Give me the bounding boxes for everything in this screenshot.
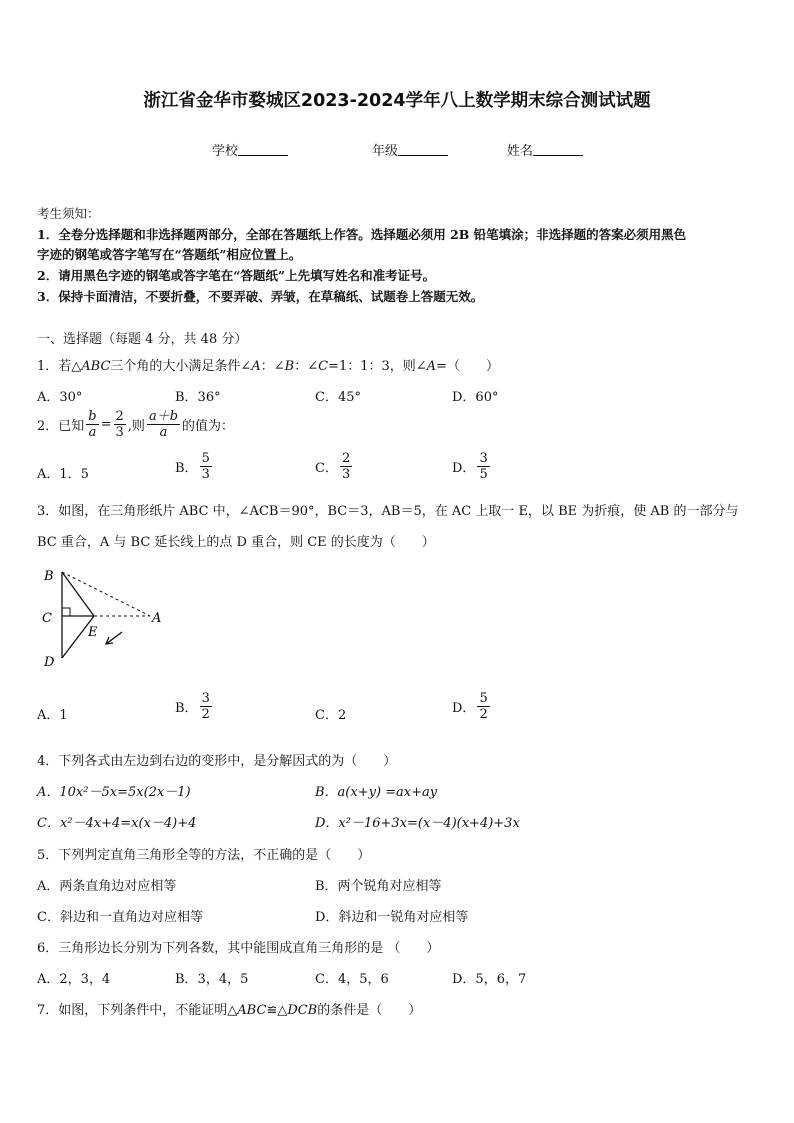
q6-option-c[interactable]: C．4，5，6 [315, 972, 389, 987]
page-title: 浙江省金华市婺城区2023-2024学年八上数学期末综合测试试题 [143, 91, 651, 111]
q4-option-d[interactable]: D．x²－16+3x=(x－4)(x+4)+3x [315, 816, 520, 831]
school-label: 学校 [212, 144, 239, 159]
q6-option-d[interactable]: D．5，6，7 [452, 972, 527, 987]
q2-option-c[interactable]: C． $\frac{2}{3}$ [315, 451, 351, 482]
name-label: 姓名 [507, 144, 534, 159]
be-segment [62, 572, 94, 616]
section-heading: 一、选择题（每题 4 分，共 48 分） [37, 332, 248, 347]
q2-option-b[interactable]: B． $\frac{5}{3}$ [175, 451, 210, 482]
q1-option-c[interactable]: C．45° [315, 390, 361, 405]
question-3-line-2: BC 重合，A 与 BC 延长线上的点 D 重合，则 CE 的长度为（ ） [37, 535, 435, 550]
label-d: D [44, 655, 55, 670]
q3-option-b[interactable]: B． $\frac{3}{2}$ [175, 691, 210, 722]
label-a: A [152, 611, 162, 626]
q5-option-c[interactable]: C．斜边和一直角边对应相等 [37, 910, 203, 925]
q4-option-b[interactable]: B．a(x+y) =ax+ay [315, 785, 438, 800]
question-7-stem: 7．如图，下列条件中，不能证明△ABC≌△DCB的条件是（ ） [37, 1003, 422, 1018]
notice-item-2: 2．请用黑色字迹的钢笔或答字笔在“答题纸”上先填写姓名和准考证号。 [37, 268, 436, 283]
label-b: B [44, 569, 54, 584]
notice-item-1-line-2: 字迹的钢笔或答字笔写在“答题纸”相应位置上。 [37, 247, 302, 262]
question-1-stem: 1．若△ABC三个角的大小满足条件∠A：∠B：∠C=1：1：3，则∠A=（ ） [37, 359, 499, 374]
question-6-stem: 6．三角形边长分别为下列各数，其中能围成直角三角形的是 （ ） [37, 941, 440, 956]
notice-item-3: 3．保持卡面清洁，不要折叠，不要弄破、弄皱，在草稿纸、试题卷上答题无效。 [37, 289, 484, 304]
question-2-stem: 2．已知 $\frac{b}{a}$ = $\frac{2}{3}$ ,则 $\frac{a+b}{a}$ 的值为： [37, 409, 235, 440]
q3-option-c[interactable]: C．2 [315, 708, 347, 723]
label-e: E [88, 625, 98, 640]
label-c: C [42, 611, 52, 626]
school-blank [238, 143, 288, 156]
question-5-stem: 5．下列判定直角三角形全等的方法，不正确的是（ ） [37, 848, 371, 863]
q5-option-b[interactable]: B．两个锐角对应相等 [315, 879, 442, 894]
question-4-stem: 4．下列各式由左边到右边的变形中，是分解因式的为（ ） [37, 754, 397, 769]
q2-option-a[interactable]: A．1．5 [37, 467, 89, 482]
q3-triangle-figure [36, 562, 171, 674]
q4-option-c[interactable]: C．x²－4x+4=x(x－4)+4 [37, 816, 197, 831]
q6-option-b[interactable]: B．3，4，5 [175, 972, 249, 987]
name-field [507, 140, 583, 159]
q1-option-b[interactable]: B．36° [175, 390, 221, 405]
ba-dashed-segment [62, 572, 150, 616]
question-3-line-1: 3．如图，在三角形纸片 ABC 中，∠ACB＝90°，BC＝3，AB＝5，在 AC 上取一 E，以 BE 为折痕，使 AB 的一部分与 [37, 504, 739, 519]
q2-option-d[interactable]: D． $\frac{3}{5}$ [452, 451, 488, 482]
q1-option-a[interactable]: A．30° [37, 390, 83, 405]
name-blank [533, 143, 583, 156]
q6-option-a[interactable]: A．2，3，4 [37, 972, 111, 987]
grade-label: 年级 [372, 144, 399, 159]
q5-option-a[interactable]: A．两条直角边对应相等 [37, 879, 177, 894]
q3-option-a[interactable]: A．1 [37, 708, 68, 723]
notice-item-1-line-1: 1．全卷分选择题和非选择题两部分，全部在答题纸上作答。选择题必须用 2B 铅笔填涂；非选择题的答案必须用黑色 [37, 227, 687, 242]
grade-blank [398, 143, 448, 156]
q4-option-a[interactable]: A．10x²－5x=5x(2x－1) [37, 785, 191, 800]
school-field [212, 140, 288, 159]
q3-option-d[interactable]: D． $\frac{5}{2}$ [452, 691, 488, 722]
grade-field [372, 140, 448, 159]
notice-heading: 考生须知： [37, 206, 100, 221]
right-angle-mark [62, 608, 70, 616]
q1-option-d[interactable]: D．60° [452, 390, 499, 405]
q5-option-d[interactable]: D．斜边和一锐角对应相等 [315, 910, 469, 925]
